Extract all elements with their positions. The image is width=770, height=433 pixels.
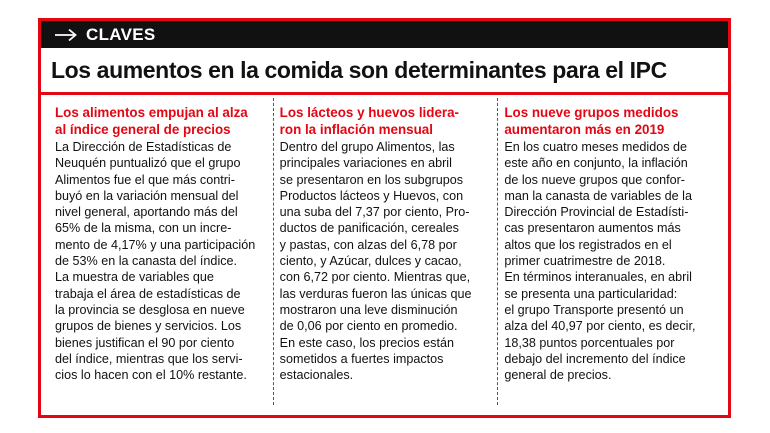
heading-line: Los nueve grupos medidos — [504, 105, 679, 120]
body-line: con 6,72 por ciento. Mientras que, — [279, 270, 471, 285]
header-bar — [41, 21, 728, 48]
body-line: de 53% en la canasta del índice. — [55, 254, 238, 269]
body-line: buyó en la variación mensual del — [55, 188, 239, 203]
section-label: CLAVES — [86, 24, 156, 44]
body-line: bienes justifican el 90 por ciento — [55, 335, 235, 350]
body-line: En términos interanuales, en abril — [504, 270, 692, 285]
column-body — [504, 139, 714, 383]
body-line: estacionales. — [279, 368, 354, 383]
body-line: el grupo Transporte presentó un — [504, 302, 684, 317]
column-heading — [55, 104, 265, 138]
body-line: Productos lácteos y Huevos, con — [279, 188, 464, 203]
body-line: del índice, mientras que los servi- — [55, 351, 243, 366]
body-line: Dentro del grupo Alimentos, las — [279, 140, 455, 154]
body-line: 18,38 puntos porcentuales por — [504, 335, 675, 350]
body-line: 65% de la misma, con un incre- — [55, 221, 232, 236]
body-line: general de precios. — [504, 368, 612, 383]
column-heading — [504, 104, 714, 138]
body-line: la provincia se desglosa en nueve — [55, 302, 245, 317]
body-line: sometidos a fuertes impactos — [279, 351, 444, 366]
body-line: La muestra de variables que — [55, 270, 214, 285]
body-line: ductos de panificación, cereales — [279, 221, 459, 236]
column-lacteos — [273, 98, 498, 405]
columns — [49, 98, 722, 405]
body-line: man la canasta de variables de la — [504, 188, 692, 203]
body-line: Alimentos fue el que más contri- — [55, 172, 235, 187]
headline: Los aumentos en la comida son determinantes para el IPC — [51, 57, 667, 83]
body-line: se presenta una particularidad: — [504, 286, 678, 301]
body-line: mento de 4,17% y una participación — [55, 237, 256, 252]
body-line: debajo del incremento del índice — [504, 351, 686, 366]
heading-line: Los alimentos empujan al alza — [55, 105, 248, 120]
column-body — [280, 139, 490, 383]
body-line: Neuquén puntualizó que el grupo — [55, 156, 241, 171]
right-arrow-icon — [54, 28, 78, 42]
body-line: se presentaron en los subgrupos — [279, 172, 464, 187]
body-line: mostraron una leve disminución — [279, 302, 458, 317]
body-line: nivel general, aportando más del — [55, 205, 238, 220]
column-alimentos — [49, 98, 273, 405]
column-body — [55, 139, 265, 383]
body-line: de los nueve grupos que confor- — [504, 172, 685, 187]
claves-box — [38, 18, 731, 418]
body-line: cas presentaron aumentos más — [504, 221, 681, 236]
body-line: de 0,06 por ciento en promedio. — [279, 319, 458, 334]
body-line: altos que los registrados en el — [504, 237, 672, 252]
body-line: grupos de bienes y servicios. Los — [55, 319, 242, 334]
body-line: las verduras fueron las únicas que — [279, 286, 472, 301]
body-line: Dirección Provincial de Estadísti- — [504, 205, 689, 220]
heading-line: al índice general de precios — [55, 122, 231, 137]
body-line: La Dirección de Estadísticas de — [55, 140, 232, 154]
body-line: este año en conjunto, la inflación — [504, 156, 688, 171]
body-line: cios lo hacen con el 10% restante. — [55, 368, 247, 383]
body-line: principales variaciones en abril — [279, 156, 452, 171]
body-line: y pastas, con alzas del 6,78 por — [279, 237, 457, 252]
body-line: alza del 40,97 por ciento, es decir, — [504, 319, 696, 334]
heading-line: ron la inflación mensual — [279, 122, 433, 137]
column-nueve-grupos — [497, 98, 722, 405]
body-line: En este caso, los precios están — [279, 335, 454, 350]
heading-line: Los lácteos y huevos lidera- — [279, 105, 460, 120]
heading-line: aumentaron más en 2019 — [504, 122, 665, 137]
red-divider — [41, 92, 728, 95]
body-line: una suba del 7,37 por ciento, Pro- — [279, 205, 470, 220]
body-line: trabaja el área de estadísticas de — [55, 286, 241, 301]
body-line: ciento, y Azúcar, dulces y cacao, — [279, 254, 462, 269]
column-heading — [280, 104, 490, 138]
body-line: En los cuatro meses medidos de — [504, 140, 688, 154]
body-line: primer cuatrimestre de 2018. — [504, 254, 666, 269]
